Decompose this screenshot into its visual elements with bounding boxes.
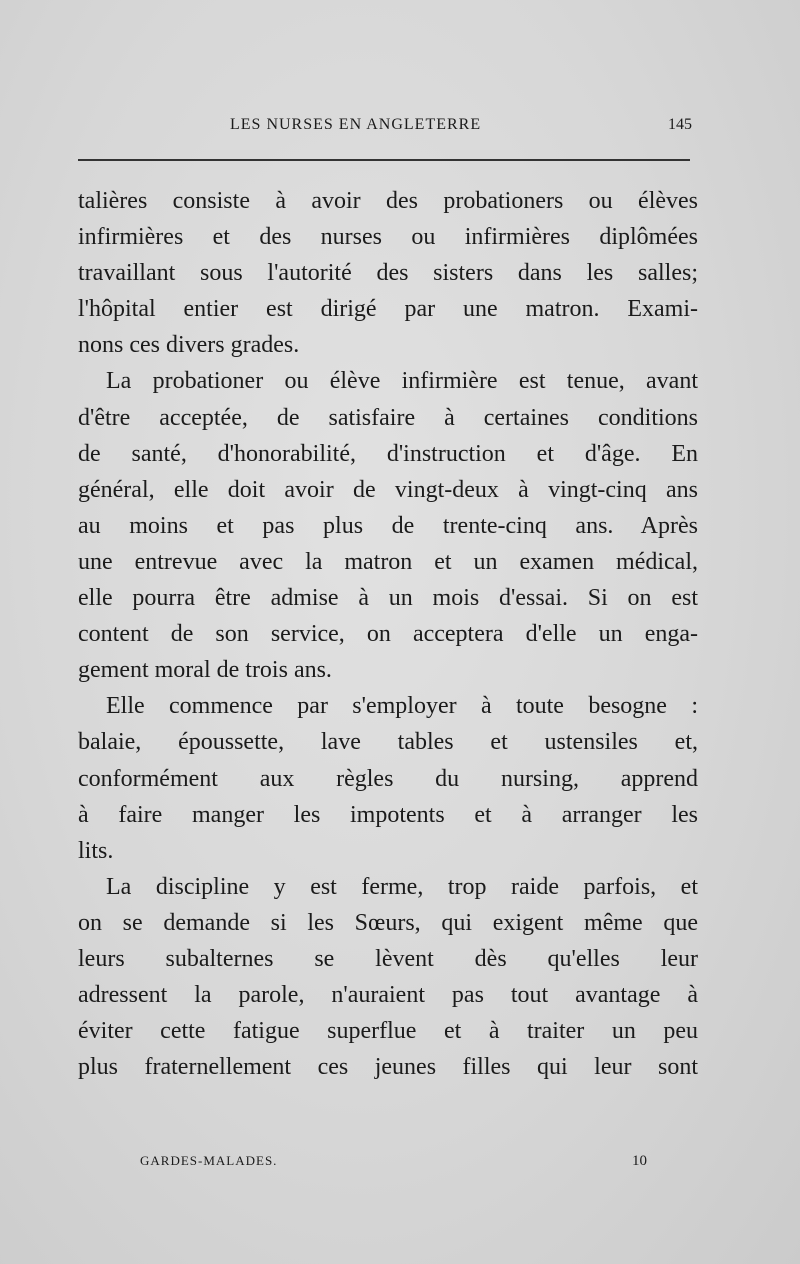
text-line: l'hôpital entier est dirigé par une matron. Exami-	[78, 296, 698, 323]
text-line: leurs subalternes se lèvent dès qu'elles leur	[78, 945, 698, 972]
text-line: de santé, d'honorabilité, d'instruction et d'âge. En	[78, 440, 698, 467]
header-rule	[78, 159, 690, 161]
text-line: général, elle doit avoir de vingt-deux à vingt-cinq ans	[78, 476, 698, 503]
text-line: on se demande si les Sœurs, qui exigent même que	[78, 909, 698, 936]
text-line: infirmières et des nurses ou infirmières diplômées	[78, 224, 698, 251]
text-line: lits.	[78, 837, 114, 864]
body-text	[78, 183, 698, 1085]
text-line: au moins et pas plus de trente-cinq ans. Après	[78, 512, 698, 539]
text-line: content de son service, on acceptera d'elle un enga-	[78, 621, 698, 648]
text-line: une entrevue avec la matron et un examen médical,	[78, 548, 698, 575]
text-line: La probationer ou élève infirmière est tenue, avant	[106, 368, 698, 395]
text-line: nons ces divers grades.	[78, 332, 300, 359]
text-line: conformément aux règles du nursing, apprend	[78, 765, 698, 792]
text-line: elle pourra être admise à un mois d'essai. Si on est	[78, 585, 698, 612]
running-header	[78, 116, 698, 140]
text-line: gement moral de trois ans.	[78, 657, 332, 684]
text-line: adressent la parole, n'auraient pas tout avantage à	[78, 982, 698, 1009]
text-line: La discipline y est ferme, trop raide parfois, et	[106, 873, 698, 900]
page-number: 145	[668, 116, 692, 133]
text-line: talières consiste à avoir des probationers ou élèves	[78, 188, 698, 214]
signature-mark: GARDES-MALADES.	[140, 1153, 278, 1168]
page-footer	[78, 1153, 698, 1175]
text-line: Elle commence par s'employer à toute besogne :	[106, 693, 698, 720]
text-line: plus fraternellement ces jeunes filles qui leur sont	[78, 1054, 698, 1081]
text-line: d'être acceptée, de satisfaire à certaines conditions	[78, 404, 698, 431]
text-line: à faire manger les impotents et à arranger les	[78, 801, 698, 828]
signature-number: 10	[632, 1153, 647, 1169]
running-title: LES NURSES EN ANGLETERRE	[230, 116, 482, 133]
text-line: éviter cette fatigue superflue et à traiter un peu	[78, 1018, 698, 1045]
text-line: travaillant sous l'autorité des sisters dans les salles;	[78, 260, 698, 287]
text-line: balaie, époussette, lave tables et ustensiles et,	[78, 729, 698, 756]
